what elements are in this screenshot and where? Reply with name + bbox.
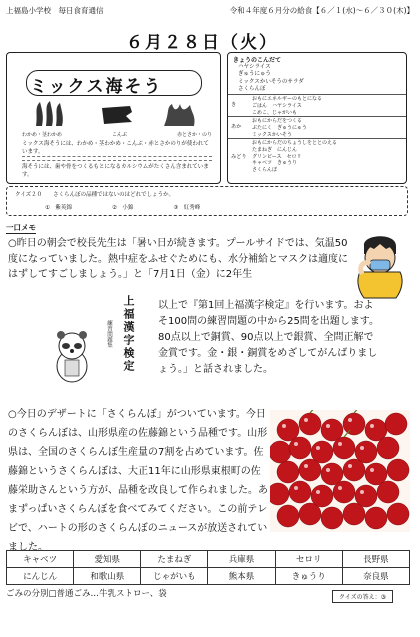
wakame-icon: [32, 100, 72, 128]
ingredient-label: わかめ・茎わかめ: [22, 132, 63, 138]
table-cell: キャベツ: [7, 551, 74, 568]
table-cell: 長野県: [342, 551, 409, 568]
table-cell: 奈良県: [342, 568, 409, 585]
table-cell: じゃがいも: [141, 568, 208, 585]
table-cell: たまねぎ: [141, 551, 208, 568]
kombu-icon: [100, 104, 134, 126]
menu-title-text: ミックス海そう: [30, 77, 163, 97]
table-cell: セロリ: [275, 551, 342, 568]
group-heading: おもにからだのちょうしをととのえる: [252, 140, 338, 146]
ingredient-label: 赤とさか・のり: [176, 132, 212, 138]
header: [6, 4, 414, 18]
quiz-option: ② 小錦: [111, 205, 134, 211]
group-foods: ごはん ハヤシライス こめこ、じゃがいも: [252, 103, 302, 116]
seaweed-note: ミックス海そうには、わかめ・茎わかめ・こんぶ・赤とさかのりが使われています。: [22, 140, 212, 157]
table-cell: 熊本県: [208, 568, 275, 585]
group-label: あか: [231, 124, 242, 130]
todays-menu-list: [238, 64, 304, 93]
menu-item: ミックスかいそうのサラダ: [238, 78, 304, 85]
table-cell: 兵庫県: [208, 551, 275, 568]
menu-item: ぎゅうにゅう: [238, 71, 271, 78]
quiz-options: [15, 203, 399, 211]
group-foods: ぶたにく ぎゅうにゅう ミックスかいそう: [252, 125, 307, 138]
tosaka-icon: [160, 102, 198, 128]
ingredient-labels: [22, 131, 212, 138]
kanji-test-title: 上福漢字検定: [122, 295, 135, 373]
quiz-question: クイズ２０ さくらんぼの品種ではないのはどれでしょうか。: [15, 192, 175, 198]
table-cell: にんじん: [7, 568, 74, 585]
menu-item: ハヤシライス: [238, 64, 271, 70]
cherry-article: ○今日のデザートに「さくらんぼ」がついています。今日のさくらんぼは、山形県産の佐藤錦という品種です。山形県は、全国のさくらんぼ生産量の7割を占めています。佐藤錦というさくらんぼは、大正11年に山形県東根町の佐藤栄助さんという方が、品種を改良して作られました。あまずっぱいさくらんぼを食べてみてください。この前テレビで、ハートの形のさくらんぼのニュースが放送されていました。: [8, 409, 268, 553]
group-label: き: [231, 102, 237, 108]
quiz-answer: クイズの答え：③: [332, 590, 393, 603]
calcium-note: 海そうには、歯や骨をつくるもとになるカルシウムがたくさん含まれています。: [22, 160, 212, 179]
quiz-option: ① 紫英錦: [45, 205, 72, 211]
food-group-red: [228, 116, 406, 138]
seaweed-illustrations: [30, 100, 200, 128]
boy-with-mask-icon: [350, 232, 410, 300]
menu-item: さくらんぼ: [238, 85, 266, 92]
memo-section-label: 一口メモ: [6, 223, 36, 232]
menu-title: [30, 72, 163, 97]
table-cell: 愛知県: [74, 551, 141, 568]
todays-menu-heading: きょうのこんだて: [233, 57, 282, 64]
kanji-test-description: 以上で『第1回上福漢字検定』を行います。およそ100問の練習問題の中から25問を出題します。80点以上で銅賞、90点以上で銀賞、全問正解で金賞です。金・銀・銅賞をめざしてがんばりましょう。」と話されました。: [158, 300, 380, 375]
cherries-photo: [270, 410, 410, 532]
school-name: 上福島小学校 毎日食育通信: [6, 6, 104, 15]
ingredient-origins-table: [6, 550, 410, 585]
ingredient-label: こんぶ: [111, 132, 127, 138]
table-cell: 和歌山県: [74, 568, 141, 585]
food-group-yellow: [228, 94, 406, 116]
quiz-option: ③ 紅秀峰: [173, 205, 201, 211]
principal-message: ○昨日の朝会で校長先生は「暑い日が続きます。プールサイドでは、気温50度になっていました。熱中症をふせぐためにも、水分補給とマスクは適度にはずしてすごしましょう。」と「7月1日（金）に2年生: [8, 238, 348, 280]
quiz-box: [6, 186, 408, 216]
group-heading: おもにからだをつくる: [252, 118, 303, 124]
table-row: [7, 551, 410, 568]
badger-mascot-icon: [52, 328, 92, 384]
group-label: みどり: [231, 154, 247, 160]
table-row: [7, 568, 410, 585]
menu-period: 令和４年度６月分の給食【６／１(水)～６／３０(木)】: [229, 6, 414, 15]
trash-sorting-note: ごみの分別□普通ごみ…牛乳ストロー、袋: [6, 589, 167, 599]
kanji-test-subtitle: 練習問題集: [106, 320, 112, 348]
group-foods: たまねぎ にんじん グリンピース セロリ キャベツ きゅうり さくらんぼ: [252, 147, 302, 173]
table-cell: きゅうり: [275, 568, 342, 585]
food-group-green: [228, 138, 406, 183]
date-title: ６月２８日（火）: [126, 33, 278, 53]
group-heading: おもにエネルギーのもとになる: [252, 96, 323, 102]
